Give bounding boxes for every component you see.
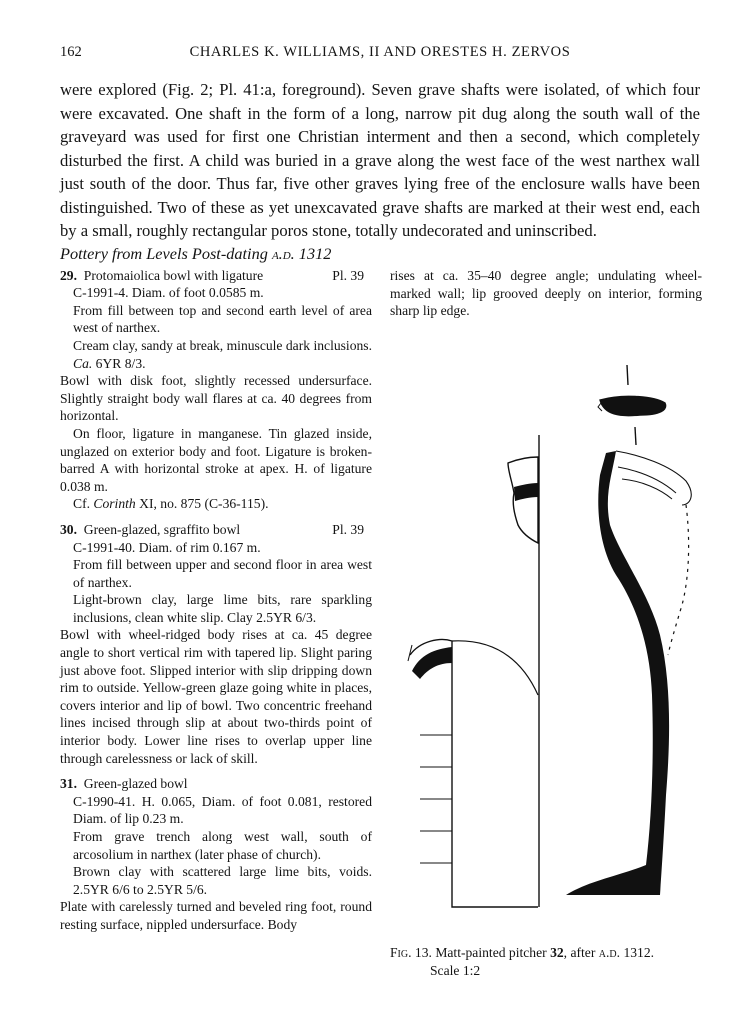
right-column-text: rises at ca. 35–40 degree angle; undulating wheel-marked wall; lip grooved deeply on interior, forming sharp lip edge. xyxy=(390,268,702,319)
fabric-line: Light-brown clay, large lime bits, rare sparkling inclusions, clean white slip. Clay 2.5YR 6/3. xyxy=(73,592,372,625)
comparanda-series: Corinth xyxy=(93,496,136,512)
findspot-line: From grave trench along west wall, south of arcosolium in narthex (later phase of church). xyxy=(73,829,372,862)
figure-date-year: 1312. xyxy=(623,945,655,960)
entry-name: Protomaiolica bowl with ligature xyxy=(83,267,264,283)
description-paragraph: Plate with carelessly turned and beveled ring foot, round resting surface, nippled undersurface. Body xyxy=(60,899,372,932)
handle-section xyxy=(600,396,666,415)
fabric-ca: Ca. xyxy=(73,355,93,371)
running-head: CHARLES K. WILLIAMS, II AND ORESTES H. ZERVOS xyxy=(189,44,571,60)
catalogue-entry-31 xyxy=(60,775,372,933)
figure-date-era: a.d. xyxy=(598,945,621,960)
restored-outline xyxy=(668,505,689,655)
fabric-line: Brown clay with scattered large lime bits, voids. 2.5YR 6/6 to 2.5YR 5/6. xyxy=(73,864,372,897)
entry-number: 29. xyxy=(60,267,77,283)
figure-caption xyxy=(390,944,710,979)
intro-paragraph: were explored (Fig. 2; Pl. 41:a, foreground). Seven grave shafts were isolated, of which four were excavated. One shaft in the form of a long, narrow pit dug along the south wall of the graveyard was used for first one Christian interment and then a second, which completely disturbed the first. A child was buried in a grave along the west face of the west narthex wall just south of the door. Thus far, five other graves lying free of the enclosure walls have been distinguished. Two of these as yet unexcavated grave shafts are marked at their west end, each by a small, roughly rectangular poros stone, totally undecorated and uninscribed. xyxy=(60,80,700,240)
inventory-line: C-1990-41. H. 0.065, Diam. of foot 0.081, restored Diam. of lip 0.23 m. xyxy=(73,793,372,827)
comparanda xyxy=(60,495,372,513)
entry-heading xyxy=(60,521,372,539)
figure-scale: Scale 1:2 xyxy=(430,962,481,978)
plate-reference: Pl. 39 xyxy=(332,521,364,537)
pitcher-wall-section xyxy=(566,451,669,895)
catalogue-entry-29 xyxy=(60,267,372,513)
entry-name: Green-glazed, sgraffito bowl xyxy=(83,521,241,537)
catalogue-entry-30 xyxy=(60,521,372,767)
fabric-munsell: 6YR 8/3. xyxy=(95,355,146,371)
entry-name: Green-glazed bowl xyxy=(83,776,188,792)
fabric-line xyxy=(73,337,372,372)
body-profile-left xyxy=(410,640,538,907)
figure-after: , after xyxy=(563,945,596,960)
body-shoulder-band xyxy=(412,647,452,679)
entry-heading xyxy=(60,267,372,285)
pitcher-drawing xyxy=(390,355,710,915)
figure-label: Fig. 13. xyxy=(390,945,432,960)
figure-caption-text: Matt-painted pitcher xyxy=(435,945,547,960)
comparanda-ref: XI, no. 875 (C-36-115). xyxy=(139,496,269,512)
section-title xyxy=(60,245,372,263)
entry-number: 30. xyxy=(60,521,77,537)
tick-mark xyxy=(627,365,628,385)
findspot-line: From fill between top and second earth level of area west of narthex. xyxy=(73,302,372,336)
section-title-text: Pottery from Levels Post-dating xyxy=(60,244,268,263)
comparanda-cf: Cf. xyxy=(73,496,90,512)
left-column xyxy=(60,245,372,934)
fabric-text: Cream clay, sandy at break, minuscule dark inclusions. xyxy=(73,337,372,353)
description-paragraph: Bowl with disk foot, slightly recessed undersurface. Slightly straight body wall flares at ca. 40 degrees from horizontal. xyxy=(60,373,372,424)
entry-heading xyxy=(60,775,372,793)
inventory-line: C-1991-4. Diam. of foot 0.0585 m. xyxy=(73,285,264,301)
body-profile-outline xyxy=(452,641,538,695)
inventory-line: C-1991-40. Diam. of rim 0.167 m. xyxy=(73,539,261,555)
neck-fragment-band xyxy=(514,483,538,501)
description-paragraph: On floor, ligature in manganese. Tin glazed inside, unglazed on exterior body and foot. Ligature is broken-barred A with horizontal stroke at apex. H. of ligature 0.038 m. xyxy=(60,425,372,494)
tick-mark xyxy=(635,427,636,445)
plate-reference: Pl. 39 xyxy=(332,267,364,283)
neck-fragment xyxy=(508,457,538,543)
entry-number: 31. xyxy=(60,776,77,792)
rim-inner-line xyxy=(622,479,672,499)
figure-catalogue-number: 32 xyxy=(550,945,564,960)
description-paragraph: Bowl with wheel-ridged body rises at ca. 45 degree angle to short vertical rim with tapered lip. Slight paring just above foot. Slipped interior with slip dripping down rim to outside. Yellow-green glaze going white in places, covers interior and lip of bowl. Two concentric freehand lines incised through slip at about two-thirds point of interior body. Lower line rises to overlap upper line through carelessness or lack of skill. xyxy=(60,627,372,766)
findspot-line: From fill between upper and second floor in area west of narthex. xyxy=(73,557,372,590)
page-number: 162 xyxy=(60,44,82,60)
section-title-date: a.d. 1312 xyxy=(271,244,332,263)
